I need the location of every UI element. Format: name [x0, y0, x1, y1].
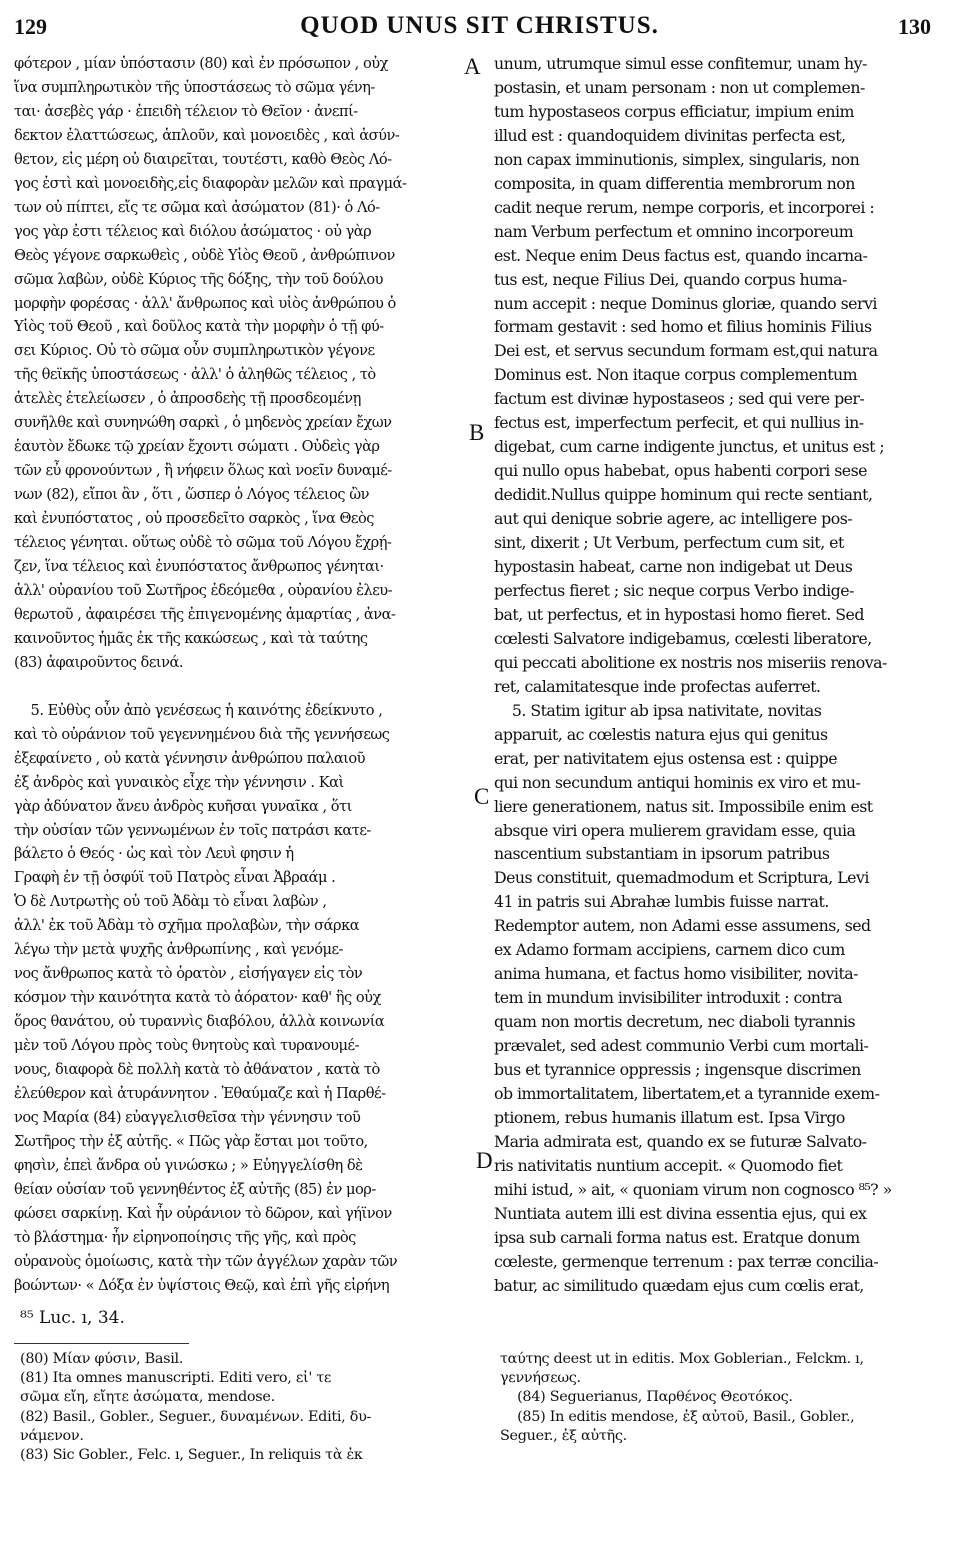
- margin-letter-b: B: [469, 420, 485, 445]
- scripture-footnote: ⁸⁵ Luc. ı, 34.: [20, 1308, 125, 1328]
- latin-text-column: unum, utrumque simul esse confitemur, unam hy- postasin, et unam personam : non ut complemen- tum hypostaseos corpus efficiatur, impium enim illud est : quandoquidem divinitas perfecta est, non capax imminutionis, simplex, singularis, non composita, in quam differentia membrorum non cadit neque rerum, nempe corporis, et incorporei : nam Verbum perfectum et omnino incorporeum est. Neque enim Deus factus est, quando incarna- tus est, neque Filius Dei, quando corpus huma- num accepit : neque Dominus gloriæ, quando servi formam gestavit : sed homo et filius hominis Filius Dei est, et servus secundum formam est,qui natura Dominus est. Non itaque corpus complementum factum est divinæ hypostaseos ; sed qui vere per- fectus est, imperfectum perfecit, et qui nullius in- digebat, cum carne indigente junctus, et unitus est ; qui nullo opus habebat, opus habenti corpori sese dedidit.Nullus quippe hominum qui recte sentiant, aut qui denique sobrie agere, ac intelligere pos- sint, dixerit ; Ut Verbum, perfectum cum sit, et hypostasin habeat, carne non indigebat ut Deus perfectus fieret ; sic neque corpus Verbo indige- bat, ut perfectus, et in hypostasi homo fieret. Sed cœlesti Salvatore indigebamus, cœlesti liberatore, qui peccati abolitione ex nostris nos miseriis renova- ret, calamitatesque inde profectas auferret. 5. Statim igitur ab ipsa nativitate, novitas apparuit, ac cœlestis natura ejus qui genitus erat, per nativitatem ejus ostensa est : quippe qui non secundum antiqui hominis ex viro et mu- liere generationem, natus sit. Impossibile enim est absque viri opera mulierem gravidam esse, quia nascentium substantiam in ipsorum patribus Deus constituit, quemadmodum et Scriptura, Levi 41 in patris sui Abrahæ lumbis fuisse narrat. Redemptor autem, non Adami esse assumens, sed ex Adamo formam accipiens, carnem dico cum anima humana, et factus homo visibiliter, novita- tem in mundum invisibiliter introduxit : contra quam non mortis decretum, nec diaboli tyrannis prævalet, sed adest communio Verbi cum mortali- bus et tyrannice oppressis ; ingensque discrimen ob immortalitatem, libertatem,et a tyrannide exem- ptionem, rebus humanis illatum est. Ipsa Virgo Maria admirata est, quando ex se futuræ Salvato- ris nativitatis nuntium accepit. « Quomodo fiet mihi istud, » ait, « quoniam virum non cognosco ⁸⁵? » Nuntiata autem illi est divina essentia ejus, qui ex ipsa sub carnali forma natus est. Eratque donum cœleste, germenque terrenum : pax terræ concilia- batur, ac similitudo quædam ejus cum cœlis erat,: [494, 54, 892, 1295]
- page-number-left: 129: [14, 14, 47, 39]
- margin-letter-a: A: [464, 54, 481, 79]
- page-number-right: 130: [898, 14, 931, 39]
- running-title: QUOD UNUS SIT CHRISTUS.: [300, 12, 659, 39]
- footnote-rule: [14, 1343, 189, 1344]
- margin-letter-d: D: [476, 1148, 493, 1173]
- margin-letter-c: C: [474, 784, 490, 809]
- editorial-notes-right: ταύτης deest ut in editis. Mox Goblerian., Felckm. ı, γεννήσεως. (84) Seguerianus, Παρθένος Θεοτόκος. (85) In editis mendose, ἐξ αὐτοῦ, Basil., Gobler., Seguer., ἐξ αὐτῆς.: [500, 1351, 864, 1444]
- greek-text-column: φότερον , μίαν ὑπόστασιν (80) καὶ ἐν πρόσωπον , οὐχ ἵνα συμπληρωτικὸν τῆς ὑποστάσεως τὸ σῶμα γένη- ται· ἀσεβὲς γάρ · ἐπειδὴ τέλειον τὸ Θεῖον · ἀνεπί- δεκτον ἐλαττώσεως, ἁπλοῦν, καὶ μονοειδὲς , καὶ ἀσύν- θετον, εἰς μέρη οὐ διαιρεῖται, τουτέστι, καθὸ Θεὸς Λό- γος ἐστὶ καὶ μονοειδὴς,εἰς διαφορὰν μελῶν καὶ πραγμά- των οὐ πίπτει, εἴς τε σῶμα καὶ ἀσώματον (81)· ὁ Λό- γος γὰρ ἐστι τέλειος καὶ διόλου ἀσώματος · οὐ γὰρ Θεὸς γέγονε σαρκωθεὶς , οὐδὲ Υἱὸς Θεοῦ , ἀνθρώπινον σῶμα λαβὼν, οὐδὲ Κύριος τῆς δόξης, τὴν τοῦ δούλου μορφὴν φορέσας · ἀλλ' ἄνθρωπος καὶ υἱὸς ἀνθρώπου ὁ Υἱὸς τοῦ Θεοῦ , καὶ δοῦλος κατὰ τὴν μορφὴν ὁ τῇ φύ- σει Κύριος. Οὐ τὸ σῶμα οὖν συμπληρωτικὸν γέγονε τῆς θεϊκῆς ὑποστάσεως · ἀλλ' ὁ ἀληθῶς τέλειος , τὸ ἀτελὲς ἐτελείωσεν , ὁ ἀπροσδεὴς τῇ προσδεομένῃ συνῆλθε καὶ συνηνώθη σαρκὶ , ὁ μηδενὸς χρείαν ἔχων ἑαυτὸν ἔδωκε τῷ χρείαν ἔχοντι σώματι . Οὐδεὶς γὰρ τῶν εὖ φρονούντων , ἢ νήφειν ὅλως καὶ νοεῖν δυναμέ- νων (82), εἴποι ἂν , ὅτι , ὥσπερ ὁ Λόγος τέλειος ὢν καὶ ἐνυπόστατος , οὐ προσεδεῖτο σαρκὸς , ἵνα Θεὸς τέλειος γένηται. οὕτως οὐδὲ τὸ σῶμα τοῦ Λόγου ἔχρῄ- ζεν, ἵνα τέλειος καὶ ἐνυπόστατος ἄνθρωπος γένηται· ἀλλ' οὐρανίου τοῦ Σωτῆρος ἐδεόμεθα , οὐρανίου ἐλευ- θερωτοῦ , ἀφαιρέσει τῆς ἐπιγενομένης ἁμαρτίας , ἀνα- καινοῦντος ἡμᾶς ἐκ τῆς κακώσεως , καὶ τὰ ταύτης (83) ἀφαιροῦντος δεινά. 5. Εὐθὺς οὖν ἀπὸ γενέσεως ἡ καινότης ἐδείκνυτο , καὶ τὸ οὐράνιον τοῦ γεγεννημένου διὰ τῆς γεννήσεως ἐξεφαίνετο , οὐ κατὰ γέννησιν ἀνθρώπου παλαιοῦ ἐξ ἀνδρὸς καὶ γυναικὸς εἶχε τὴν γέννησιν . Καὶ γὰρ ἀδύνατον ἄνευ ἀνδρὸς κυῆσαι γυναῖκα , ὅτι τὴν οὐσίαν τῶν γεννωμένων ἐν τοῖς πατράσι κατε- βάλετο ὁ Θεός · ὡς καὶ τὸν Λευὶ φησιν ἡ Γραφὴ ἐν τῇ ὀσφύϊ τοῦ Πατρὸς εἶναι Ἀβραάμ . Ὁ δὲ Λυτρωτὴς οὐ τοῦ Ἀδὰμ τὸ εἶναι λαβὼν , ἀλλ' ἐκ τοῦ Ἀδὰμ τὸ σχῆμα προλαβὼν, τὴν σάρκα λέγω τὴν μετὰ ψυχῆς ἀνθρωπίνης , καὶ γενόμε- νος ἄνθρωπος κατὰ τὸ ὁρατὸν , εἰσήγαγεν εἰς τὸν κόσμον τὴν καινότητα κατὰ τὸ ἀόρατον· καθ' ἣς οὐχ ὅρος θανάτου, οὐ τυραννὶς διαβόλου, ἀλλὰ κοινωνία μὲν τοῦ Λόγου πρὸς τοὺς θνητοὺς καὶ τυρανουμέ- νους, διαφορὰ δὲ πολλὴ κατὰ τὸ ἀθάνατον , κατὰ τὸ ἐλεύθερον καὶ ἀτυράννητον . Ἐθαύμαζε καὶ ἡ Παρθέ- νος Μαρία (84) εὐαγγελισθεῖσα τὴν γέννησιν τοῦ Σωτῆρος τὴν ἐξ αὐτῆς. « Πῶς γὰρ ἔσται μοι τοῦτο, φησὶν, ἐπεὶ ἄνδρα οὐ γινώσκω ; » Εὐηγγελίσθη δὲ θείαν οὐσίαν τοῦ γεννηθέντος ἐξ αὐτῆς (85) ἐν μορ- φώσει σαρκίνῃ. Καὶ ἦν οὐράνιον τὸ δῶρον, καὶ γήϊνον τὸ βλάστημα· ἦν εἰρηνοποίησις τῆς γῆς, καὶ πρὸς οὐρανοὺς ὁμοίωσις, κατὰ τὴν τῶν ἀγγέλων χαρὰν τῶν βοώντων· « Δόξα ἐν ὑψίστοις Θεῷ, καὶ ἐπὶ γῆς εἰρήνη: [14, 55, 407, 1294]
- editorial-notes-left: (80) Μίαν φύσιν, Basil. (81) Ita omnes manuscripti. Editi vero, εἰ' τε σῶμα εἴη, εἴητε ἀσώματα, mendose. (82) Basil., Gobler., Seguer., δυναμένων. Editi, δυ- νάμενον. (83) Sic Gobler., Felc. ı, Seguer., In reliquis τὰ ἐκ: [20, 1351, 372, 1464]
